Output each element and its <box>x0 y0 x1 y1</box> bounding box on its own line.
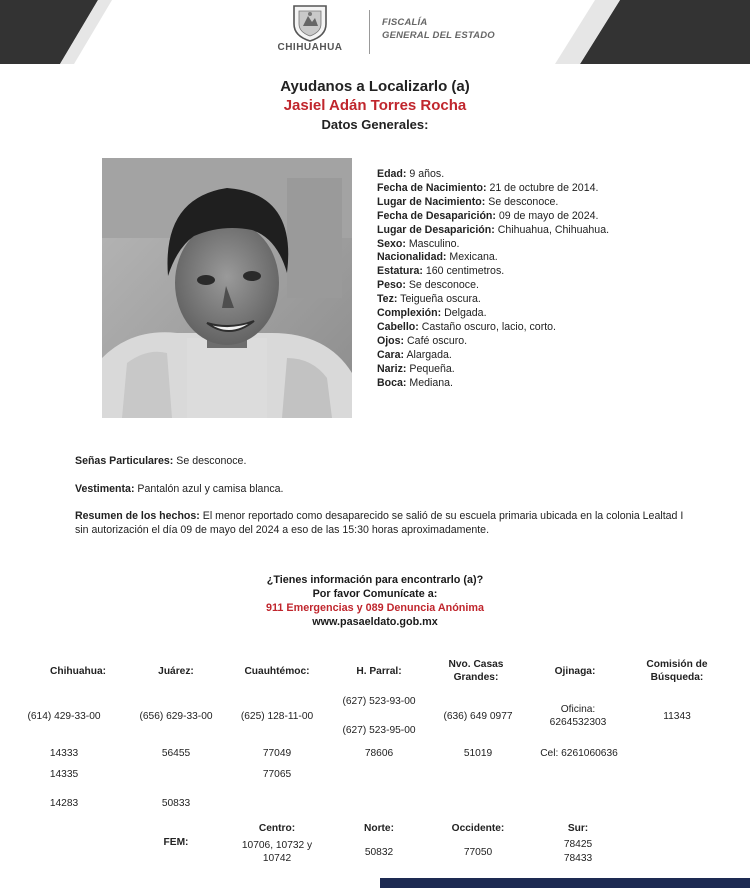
senas-particulares: Señas Particulares: Se desconoce. <box>75 455 247 467</box>
detail-fecha-nacimiento: Fecha de Nacimiento: 21 de octubre de 2014. <box>377 181 599 194</box>
fem-centro-label: Centro: <box>258 823 296 834</box>
person-name: Jasiel Adán Torres Rocha <box>283 97 467 114</box>
general-details <box>377 168 609 391</box>
chihuahua-logo <box>260 4 360 62</box>
header-juarez: Juárez: <box>158 666 194 677</box>
ext-parral-1: 78606 <box>364 748 394 759</box>
header <box>0 0 750 64</box>
header-parral: H. Parral: <box>356 666 402 677</box>
header-left-decoration <box>0 0 118 64</box>
ext-cuauhtemoc-2: 77065 <box>262 769 292 780</box>
fem-sur-value-1: 78425 <box>563 839 593 850</box>
ext-juarez-3: 50833 <box>161 798 191 809</box>
detail-lugar-nacimiento: Lugar de Nacimiento: Se desconoce. <box>377 195 559 208</box>
ext-nvo-casas-1: 51019 <box>463 748 493 759</box>
fem-occidente-label: Occidente: <box>451 823 505 834</box>
ext-chihuahua-2: 14335 <box>49 769 79 780</box>
missing-person-photo <box>102 158 352 418</box>
fem-sur-value-2: 78433 <box>563 853 593 864</box>
org-name <box>382 16 495 42</box>
detail-fecha-desaparicion: Fecha de Desaparición: 09 de mayo de 2024. <box>377 209 599 222</box>
phone-nvo-casas: (636) 649 0977 <box>443 711 513 722</box>
header-comision: Comisión de Búsqueda: <box>646 659 708 683</box>
header-divider <box>369 10 370 54</box>
vestimenta: Vestimenta: Pantalón azul y camisa blanca. <box>75 483 284 495</box>
ext-juarez-1: 56455 <box>161 748 191 759</box>
detail-nacionalidad: Nacionalidad: Mexicana. <box>377 251 498 264</box>
detail-estatura: Estatura: 160 centimetros. <box>377 265 505 278</box>
header-right-decoration <box>535 0 750 64</box>
phone-parral-2: (627) 523-95-00 <box>342 725 416 736</box>
fem-norte-value: 50832 <box>364 847 394 858</box>
detail-nariz: Nariz: Pequeña. <box>377 362 455 375</box>
shield-icon <box>290 4 330 42</box>
detail-complexion: Complexión: Delgada. <box>377 307 487 320</box>
footer-bar <box>380 878 750 888</box>
website-link[interactable]: www.pasaeldato.gob.mx <box>312 616 438 628</box>
detail-peso: Peso: Se desconoce. <box>377 279 479 292</box>
fem-norte-label: Norte: <box>364 823 394 834</box>
contact-question: ¿Tienes información para encontrarlo (a)? <box>266 574 484 586</box>
org-line1: FISCALÍA <box>382 17 428 28</box>
detail-tez: Tez: Teigueña oscura. <box>377 293 481 306</box>
ext-chihuahua-1: 14333 <box>49 748 79 759</box>
emergency-numbers: 911 Emergencias y 089 Denuncia Anónima <box>265 602 485 614</box>
phone-juarez: (656) 629-33-00 <box>139 711 213 722</box>
header-ojinaga: Ojinaga: <box>554 666 596 677</box>
fem-occidente-value: 77050 <box>463 847 493 858</box>
fem-centro-value: 10706, 10732 y 10742 <box>241 840 313 864</box>
detail-edad: Edad: 9 años. <box>377 168 445 180</box>
detail-ojos: Ojos: Café oscuro. <box>377 334 468 347</box>
phone-ojinaga-oficina: Oficina: 6264532303 <box>549 704 607 728</box>
section-title: Datos Generales: <box>321 117 429 132</box>
logo-text: CHIHUAHUA <box>277 42 343 53</box>
page-title: Ayudanos a Localizarlo (a) <box>280 78 470 95</box>
phone-parral-1: (627) 523-93-00 <box>342 696 416 707</box>
resumen-hechos: Resumen de los hechos: El menor reportado como desaparecido se salió de su escuela primaria ubicada en la colonia Lealtad I sin autorización el día 09 de mayo del 2024 a eso de las 15:30 horas aproximadamente. <box>75 510 684 536</box>
header-cuauhtemoc: Cuauhtémoc: <box>244 666 310 677</box>
detail-lugar-desaparicion: Lugar de Desaparición: Chihuahua, Chihuahua. <box>377 223 610 236</box>
header-nvo-casas: Nvo. Casas Grandes: <box>448 659 504 683</box>
fem-label: FEM: <box>163 837 189 848</box>
detail-cara: Cara: Alargada. <box>377 348 452 361</box>
detail-boca: Boca: Mediana. <box>377 376 453 389</box>
ext-ojinaga-cel: Cel: 6261060636 <box>540 748 618 759</box>
ext-chihuahua-3: 14283 <box>49 798 79 809</box>
org-line2: GENERAL DEL ESTADO <box>382 30 495 41</box>
contact-prompt: Por favor Comunícate a: <box>312 588 438 600</box>
detail-sexo: Sexo: Masculino. <box>377 237 460 250</box>
ext-cuauhtemoc-1: 77049 <box>262 748 292 759</box>
phone-comision: 11343 <box>663 711 691 722</box>
fem-sur-label: Sur: <box>567 823 589 834</box>
header-chihuahua: Chihuahua: <box>49 666 107 677</box>
detail-cabello: Cabello: Castaño oscuro, lacio, corto. <box>377 320 557 333</box>
phone-chihuahua: (614) 429-33-00 <box>27 711 101 722</box>
phone-cuauhtemoc: (625) 128-11-00 <box>240 711 314 722</box>
